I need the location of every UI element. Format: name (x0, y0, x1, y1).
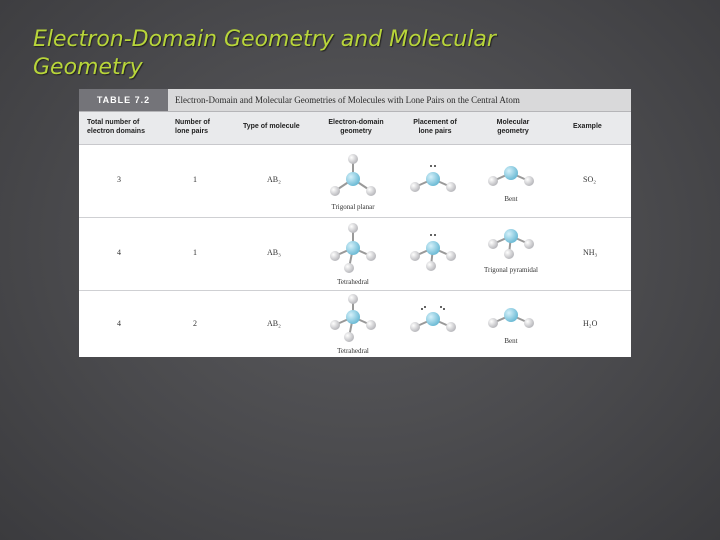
cell-example: SO₂ (583, 175, 597, 184)
cell-molecule-type: AB₂ (267, 175, 281, 184)
header-lone-pair-placement: Placement of lone pairs (413, 119, 457, 135)
cell-example: NH₃ (583, 248, 598, 257)
molecular-geometry-label: Bent (504, 337, 518, 345)
cell-lone-pairs: 2 (193, 319, 197, 328)
lone-pair-placement-model (405, 161, 461, 197)
cell-lone-pairs: 1 (193, 248, 197, 257)
table-caption: Electron-Domain and Molecular Geometries of Molecules with Lone Pairs on the Central Atom (175, 95, 520, 105)
table-row (79, 218, 631, 291)
tetrahedral-model (325, 293, 381, 345)
electron-geometry-label: Tetrahedral (337, 347, 369, 355)
table-row (79, 291, 631, 357)
table-figure (79, 89, 631, 357)
table-header-row (79, 112, 631, 145)
cell-total-domains: 4 (117, 319, 121, 328)
molecular-geometry-label: Trigonal pyramidal (484, 266, 538, 274)
slide-title: Electron-Domain Geometry and Molecular Geometry (33, 27, 496, 80)
header-total-domains: Total number of electron domains (87, 119, 145, 135)
cell-total-domains: 4 (117, 248, 121, 257)
header-electron-geometry: Electron-domain geometry (328, 119, 384, 135)
cell-molecule-type: AB₂ (267, 319, 281, 328)
tetrahedral-model (325, 222, 381, 278)
table-label: TABLE 7.2 (79, 89, 168, 111)
header-molecule-type: Type of molecule (243, 123, 300, 130)
electron-geometry-label: Tetrahedral (337, 278, 369, 286)
cell-example: H₂O (583, 319, 598, 328)
electron-geometry-label: Trigonal planar (331, 203, 375, 211)
trigonal-pyramidal-model (483, 222, 539, 262)
lone-pair-placement-model (405, 299, 461, 343)
table-caption-bar (79, 89, 631, 112)
cell-molecule-type: AB₃ (267, 248, 281, 257)
header-example: Example (573, 123, 602, 130)
lone-pair-placement-model (405, 228, 461, 274)
cell-total-domains: 3 (117, 175, 121, 184)
bent-model (483, 301, 539, 335)
header-molecular-geometry: Molecular geometry (496, 119, 530, 135)
table-row (79, 145, 631, 218)
bent-model (483, 159, 539, 193)
molecular-geometry-label: Bent (504, 195, 518, 203)
cell-lone-pairs: 1 (193, 175, 197, 184)
trigonal-planar-model (325, 153, 381, 203)
header-lone-pairs: Number of lone pairs (175, 119, 210, 135)
